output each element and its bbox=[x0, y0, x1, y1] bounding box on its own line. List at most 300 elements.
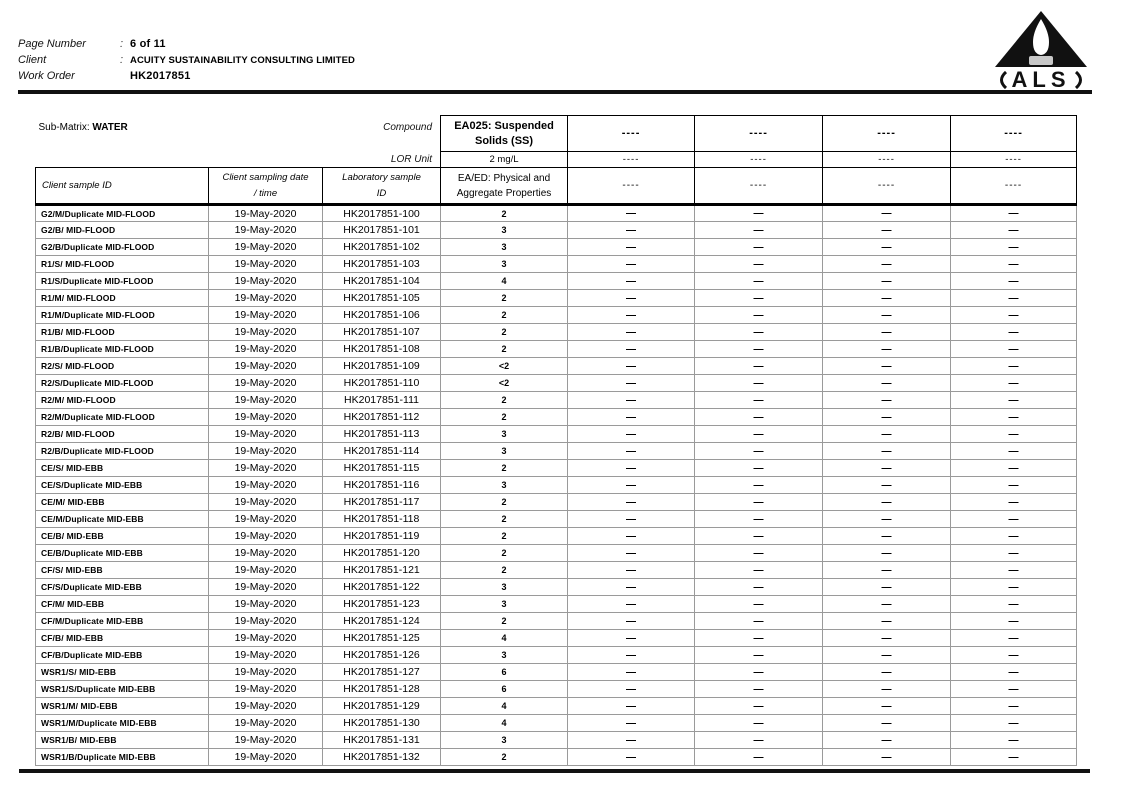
empty-result-cell: — bbox=[951, 324, 1077, 341]
work-order-label: Work Order bbox=[18, 70, 75, 82]
empty-result-cell: — bbox=[951, 477, 1077, 494]
result-value-cell: 3 bbox=[441, 443, 568, 460]
empty-result-cell: — bbox=[695, 647, 823, 664]
table-row bbox=[36, 715, 1077, 732]
sampling-date-cell: 19-May-2020 bbox=[209, 749, 323, 766]
empty-result-cell: — bbox=[695, 681, 823, 698]
empty-result-cell: — bbox=[695, 715, 823, 732]
empty-result-cell: — bbox=[695, 528, 823, 545]
empty-result-cell: — bbox=[695, 409, 823, 426]
lor-unit-label: LOR Unit bbox=[390, 153, 433, 165]
client-sample-id-cell: WSR1/B/Duplicate MID-EBB bbox=[36, 749, 209, 766]
result-value-cell: <2 bbox=[441, 358, 568, 375]
compound-header-row bbox=[36, 116, 1077, 152]
client-sample-id-cell: CE/B/ MID-EBB bbox=[36, 528, 209, 545]
result-value-cell: 3 bbox=[441, 579, 568, 596]
sampling-date-cell: 19-May-2020 bbox=[209, 664, 323, 681]
empty-result-cell: — bbox=[951, 358, 1077, 375]
sampling-date-cell: 19-May-2020 bbox=[209, 375, 323, 392]
empty-result-cell: — bbox=[568, 477, 695, 494]
result-value-cell: 2 bbox=[441, 545, 568, 562]
sampling-date-cell: 19-May-2020 bbox=[209, 358, 323, 375]
table-row bbox=[36, 409, 1077, 426]
empty-result-cell: — bbox=[823, 545, 951, 562]
result-value-cell: 3 bbox=[441, 732, 568, 749]
empty-result-cell: — bbox=[823, 375, 951, 392]
empty-result-cell: — bbox=[823, 511, 951, 528]
lab-sample-id-cell: HK2017851-130 bbox=[323, 715, 441, 732]
compound-name-cell: ---- bbox=[568, 116, 695, 152]
header-field-page-number bbox=[18, 38, 658, 50]
compound-name-cell: ---- bbox=[695, 116, 823, 152]
result-value-cell: 4 bbox=[441, 273, 568, 290]
table-row bbox=[36, 324, 1077, 341]
lab-sample-id-cell: HK2017851-129 bbox=[323, 698, 441, 715]
table-row bbox=[36, 596, 1077, 613]
result-value-cell: 2 bbox=[441, 511, 568, 528]
page-number-label: Page Number bbox=[18, 38, 86, 50]
sampling-date-cell: 19-May-2020 bbox=[209, 409, 323, 426]
result-value-cell: 3 bbox=[441, 647, 568, 664]
empty-result-cell: — bbox=[568, 562, 695, 579]
client-sample-id-cell: CF/M/ MID-EBB bbox=[36, 596, 209, 613]
empty-result-cell: — bbox=[823, 239, 951, 256]
als-logo-icon bbox=[988, 10, 1094, 90]
page-number-value: 6 of 11 bbox=[130, 38, 166, 50]
empty-result-cell: — bbox=[951, 647, 1077, 664]
table-row bbox=[36, 256, 1077, 273]
result-value-cell: 6 bbox=[441, 664, 568, 681]
client-sample-id-cell: CF/B/ MID-EBB bbox=[36, 630, 209, 647]
lab-sample-id-cell: HK2017851-101 bbox=[323, 222, 441, 239]
empty-result-cell: — bbox=[823, 732, 951, 749]
method-cell: ---- bbox=[695, 168, 823, 205]
empty-result-cell: — bbox=[951, 511, 1077, 528]
lor-unit-cell: ---- bbox=[568, 152, 695, 168]
lab-sample-id-cell: HK2017851-113 bbox=[323, 426, 441, 443]
empty-result-cell: — bbox=[568, 664, 695, 681]
empty-result-cell: — bbox=[568, 494, 695, 511]
sampling-date-cell: 19-May-2020 bbox=[209, 681, 323, 698]
result-value-cell: 2 bbox=[441, 613, 568, 630]
empty-result-cell: — bbox=[823, 596, 951, 613]
result-value-cell: <2 bbox=[441, 375, 568, 392]
result-value-cell: 2 bbox=[441, 409, 568, 426]
lab-sample-id-cell: HK2017851-109 bbox=[323, 358, 441, 375]
table-row bbox=[36, 426, 1077, 443]
table-row bbox=[36, 664, 1077, 681]
sampling-date-cell: 19-May-2020 bbox=[209, 545, 323, 562]
sampling-date-cell: 19-May-2020 bbox=[209, 477, 323, 494]
empty-result-cell: — bbox=[823, 664, 951, 681]
empty-result-cell: — bbox=[695, 749, 823, 766]
table-row bbox=[36, 579, 1077, 596]
sampling-date-header-line1: Client sampling date bbox=[222, 172, 309, 184]
empty-result-cell: — bbox=[568, 392, 695, 409]
lab-sample-id-cell: HK2017851-116 bbox=[323, 477, 441, 494]
empty-result-cell: — bbox=[695, 562, 823, 579]
empty-result-cell: — bbox=[568, 273, 695, 290]
result-value-cell: 2 bbox=[441, 749, 568, 766]
result-value-cell: 4 bbox=[441, 715, 568, 732]
footer-rule bbox=[19, 769, 1090, 773]
empty-result-cell: — bbox=[823, 426, 951, 443]
table-row bbox=[36, 273, 1077, 290]
table-row bbox=[36, 239, 1077, 256]
empty-result-cell: — bbox=[695, 460, 823, 477]
table-row bbox=[36, 443, 1077, 460]
sampling-date-cell: 19-May-2020 bbox=[209, 613, 323, 630]
table-row bbox=[36, 545, 1077, 562]
method-cell: EA/ED: Physical and Aggregate Properties bbox=[441, 168, 568, 205]
header-field-work-order bbox=[18, 70, 658, 82]
als-logo-text: ALS bbox=[1011, 67, 1071, 90]
compound-name-cell: ---- bbox=[951, 116, 1077, 152]
empty-result-cell: — bbox=[951, 205, 1077, 222]
empty-result-cell: — bbox=[695, 613, 823, 630]
lab-sample-id-cell: HK2017851-102 bbox=[323, 239, 441, 256]
result-value-cell: 6 bbox=[441, 681, 568, 698]
empty-result-cell: — bbox=[568, 681, 695, 698]
empty-result-cell: — bbox=[568, 409, 695, 426]
empty-result-cell: — bbox=[695, 256, 823, 273]
table-row bbox=[36, 392, 1077, 409]
empty-result-cell: — bbox=[568, 528, 695, 545]
client-sample-id-cell: R1/B/Duplicate MID-FLOOD bbox=[36, 341, 209, 358]
empty-result-cell: — bbox=[695, 545, 823, 562]
table-row bbox=[36, 477, 1077, 494]
table-row bbox=[36, 562, 1077, 579]
client-sample-id-cell: G2/B/ MID-FLOOD bbox=[36, 222, 209, 239]
empty-result-cell: — bbox=[823, 256, 951, 273]
empty-result-cell: — bbox=[568, 341, 695, 358]
empty-result-cell: — bbox=[951, 307, 1077, 324]
compound-name-cell: ---- bbox=[823, 116, 951, 152]
empty-result-cell: — bbox=[951, 341, 1077, 358]
empty-result-cell: — bbox=[823, 273, 951, 290]
client-sample-id-cell: CE/S/Duplicate MID-EBB bbox=[36, 477, 209, 494]
empty-result-cell: — bbox=[568, 358, 695, 375]
lor-unit-row bbox=[36, 152, 1077, 168]
lab-sample-id-cell: HK2017851-120 bbox=[323, 545, 441, 562]
method-cell: ---- bbox=[568, 168, 695, 205]
empty-result-cell: — bbox=[823, 460, 951, 477]
sampling-date-cell: 19-May-2020 bbox=[209, 562, 323, 579]
table-row bbox=[36, 307, 1077, 324]
lab-sample-id-cell: HK2017851-131 bbox=[323, 732, 441, 749]
table-row bbox=[36, 613, 1077, 630]
sampling-date-cell: 19-May-2020 bbox=[209, 511, 323, 528]
lab-sample-id-header-line2: ID bbox=[376, 187, 387, 199]
empty-result-cell: — bbox=[695, 375, 823, 392]
lab-sample-id-cell: HK2017851-117 bbox=[323, 494, 441, 511]
work-order-value: HK2017851 bbox=[130, 70, 191, 82]
sampling-date-cell: 19-May-2020 bbox=[209, 256, 323, 273]
empty-result-cell: — bbox=[951, 664, 1077, 681]
empty-result-cell: — bbox=[568, 205, 695, 222]
lab-sample-id-cell: HK2017851-111 bbox=[323, 392, 441, 409]
empty-result-cell: — bbox=[568, 511, 695, 528]
client-sample-id-header: Client sample ID bbox=[36, 168, 209, 205]
empty-result-cell: — bbox=[695, 579, 823, 596]
empty-result-cell: — bbox=[823, 562, 951, 579]
empty-result-cell: — bbox=[823, 205, 951, 222]
empty-result-cell: — bbox=[695, 732, 823, 749]
client-sample-id-cell: CE/M/Duplicate MID-EBB bbox=[36, 511, 209, 528]
results-table-wrap bbox=[35, 115, 1076, 766]
colon: : bbox=[120, 54, 124, 66]
empty-result-cell: — bbox=[695, 307, 823, 324]
client-sample-id-cell: R2/B/ MID-FLOOD bbox=[36, 426, 209, 443]
empty-result-cell: — bbox=[568, 307, 695, 324]
table-body bbox=[36, 205, 1077, 766]
result-value-cell: 2 bbox=[441, 290, 568, 307]
client-sample-id-cell: WSR1/S/ MID-EBB bbox=[36, 664, 209, 681]
client-sample-id-cell: G2/M/Duplicate MID-FLOOD bbox=[36, 205, 209, 222]
lab-sample-id-cell: HK2017851-106 bbox=[323, 307, 441, 324]
sampling-date-cell: 19-May-2020 bbox=[209, 579, 323, 596]
empty-result-cell: — bbox=[568, 443, 695, 460]
client-sample-id-cell: CE/M/ MID-EBB bbox=[36, 494, 209, 511]
empty-result-cell: — bbox=[568, 239, 695, 256]
result-value-cell: 2 bbox=[441, 528, 568, 545]
table-row bbox=[36, 647, 1077, 664]
client-sample-id-cell: WSR1/B/ MID-EBB bbox=[36, 732, 209, 749]
lab-sample-id-cell: HK2017851-110 bbox=[323, 375, 441, 392]
empty-result-cell: — bbox=[951, 562, 1077, 579]
lab-sample-id-cell: HK2017851-127 bbox=[323, 664, 441, 681]
empty-result-cell: — bbox=[568, 630, 695, 647]
empty-result-cell: — bbox=[823, 613, 951, 630]
empty-result-cell: — bbox=[823, 579, 951, 596]
lab-sample-id-cell: HK2017851-123 bbox=[323, 596, 441, 613]
client-sample-id-cell: CF/M/Duplicate MID-EBB bbox=[36, 613, 209, 630]
empty-result-cell: — bbox=[695, 596, 823, 613]
result-value-cell: 4 bbox=[441, 698, 568, 715]
lab-sample-id-header-line1: Laboratory sample bbox=[342, 172, 421, 184]
lab-sample-id-cell: HK2017851-108 bbox=[323, 341, 441, 358]
empty-result-cell: — bbox=[823, 324, 951, 341]
client-sample-id-cell: R2/S/Duplicate MID-FLOOD bbox=[36, 375, 209, 392]
empty-result-cell: — bbox=[823, 307, 951, 324]
empty-result-cell: — bbox=[951, 545, 1077, 562]
lab-sample-id-cell: HK2017851-115 bbox=[323, 460, 441, 477]
sub-matrix-label: Sub-Matrix: bbox=[38, 121, 90, 133]
empty-result-cell: — bbox=[823, 290, 951, 307]
table-row bbox=[36, 222, 1077, 239]
empty-result-cell: — bbox=[951, 596, 1077, 613]
lab-sample-id-cell: HK2017851-103 bbox=[323, 256, 441, 273]
empty-result-cell: — bbox=[568, 749, 695, 766]
sampling-date-cell: 19-May-2020 bbox=[209, 307, 323, 324]
client-sample-id-cell: R1/S/Duplicate MID-FLOOD bbox=[36, 273, 209, 290]
empty-result-cell: — bbox=[695, 239, 823, 256]
table-row bbox=[36, 511, 1077, 528]
empty-result-cell: — bbox=[951, 732, 1077, 749]
empty-result-cell: — bbox=[951, 426, 1077, 443]
empty-result-cell: — bbox=[823, 358, 951, 375]
empty-result-cell: — bbox=[823, 409, 951, 426]
empty-result-cell: — bbox=[568, 732, 695, 749]
empty-result-cell: — bbox=[823, 222, 951, 239]
lab-sample-id-cell: HK2017851-121 bbox=[323, 562, 441, 579]
empty-result-cell: — bbox=[695, 205, 823, 222]
result-value-cell: 2 bbox=[441, 392, 568, 409]
results-table bbox=[35, 115, 1077, 766]
empty-result-cell: — bbox=[568, 460, 695, 477]
client-sample-id-cell: CE/S/ MID-EBB bbox=[36, 460, 209, 477]
result-value-cell: 3 bbox=[441, 477, 568, 494]
sampling-date-header-line2: / time bbox=[253, 187, 278, 199]
header-rule bbox=[18, 90, 1092, 94]
lab-sample-id-cell: HK2017851-126 bbox=[323, 647, 441, 664]
sampling-date-cell: 19-May-2020 bbox=[209, 392, 323, 409]
lor-unit-cell: ---- bbox=[823, 152, 951, 168]
empty-result-cell: — bbox=[568, 647, 695, 664]
table-row bbox=[36, 341, 1077, 358]
client-sample-id-cell: G2/B/Duplicate MID-FLOOD bbox=[36, 239, 209, 256]
empty-result-cell: — bbox=[951, 375, 1077, 392]
lab-sample-id-cell: HK2017851-119 bbox=[323, 528, 441, 545]
lor-unit-cell: ---- bbox=[695, 152, 823, 168]
client-sample-id-cell: CF/B/Duplicate MID-EBB bbox=[36, 647, 209, 664]
header-field-client bbox=[18, 54, 658, 66]
empty-result-cell: — bbox=[695, 494, 823, 511]
client-sample-id-cell: R1/M/ MID-FLOOD bbox=[36, 290, 209, 307]
table-row bbox=[36, 375, 1077, 392]
empty-result-cell: — bbox=[695, 443, 823, 460]
empty-result-cell: — bbox=[951, 630, 1077, 647]
table-row bbox=[36, 749, 1077, 766]
empty-result-cell: — bbox=[568, 545, 695, 562]
lab-sample-id-cell: HK2017851-104 bbox=[323, 273, 441, 290]
table-row bbox=[36, 460, 1077, 477]
lab-sample-id-cell: HK2017851-112 bbox=[323, 409, 441, 426]
lab-sample-id-cell: HK2017851-107 bbox=[323, 324, 441, 341]
empty-result-cell: — bbox=[568, 375, 695, 392]
sampling-date-cell: 19-May-2020 bbox=[209, 647, 323, 664]
table-row bbox=[36, 698, 1077, 715]
lab-sample-id-cell: HK2017851-122 bbox=[323, 579, 441, 596]
empty-result-cell: — bbox=[823, 681, 951, 698]
empty-result-cell: — bbox=[951, 749, 1077, 766]
empty-result-cell: — bbox=[823, 477, 951, 494]
lab-sample-id-cell: HK2017851-128 bbox=[323, 681, 441, 698]
empty-result-cell: — bbox=[568, 715, 695, 732]
result-value-cell: 3 bbox=[441, 256, 568, 273]
table-row bbox=[36, 528, 1077, 545]
result-value-cell: 4 bbox=[441, 630, 568, 647]
empty-result-cell: — bbox=[695, 273, 823, 290]
sampling-date-cell: 19-May-2020 bbox=[209, 426, 323, 443]
client-sample-id-cell: R2/M/Duplicate MID-FLOOD bbox=[36, 409, 209, 426]
sampling-date-cell: 19-May-2020 bbox=[209, 528, 323, 545]
client-sample-id-cell: CF/S/Duplicate MID-EBB bbox=[36, 579, 209, 596]
sampling-date-cell: 19-May-2020 bbox=[209, 630, 323, 647]
empty-result-cell: — bbox=[951, 494, 1077, 511]
empty-result-cell: — bbox=[695, 222, 823, 239]
client-sample-id-cell: R2/B/Duplicate MID-FLOOD bbox=[36, 443, 209, 460]
empty-result-cell: — bbox=[951, 222, 1077, 239]
empty-result-cell: — bbox=[823, 715, 951, 732]
page-header bbox=[18, 38, 658, 86]
empty-result-cell: — bbox=[951, 239, 1077, 256]
table-row bbox=[36, 494, 1077, 511]
empty-result-cell: — bbox=[951, 443, 1077, 460]
empty-result-cell: — bbox=[951, 409, 1077, 426]
empty-result-cell: — bbox=[695, 630, 823, 647]
sampling-date-cell: 19-May-2020 bbox=[209, 460, 323, 477]
compound-name-cell: EA025: Suspended Solids (SS) bbox=[441, 116, 568, 152]
result-value-cell: 2 bbox=[441, 341, 568, 358]
empty-result-cell: — bbox=[568, 698, 695, 715]
empty-result-cell: — bbox=[568, 256, 695, 273]
result-value-cell: 2 bbox=[441, 324, 568, 341]
empty-result-cell: — bbox=[951, 613, 1077, 630]
empty-result-cell: — bbox=[695, 664, 823, 681]
empty-result-cell: — bbox=[951, 579, 1077, 596]
empty-result-cell: — bbox=[568, 324, 695, 341]
sampling-date-cell: 19-May-2020 bbox=[209, 715, 323, 732]
compound-label: Compound bbox=[383, 121, 433, 133]
empty-result-cell: — bbox=[951, 715, 1077, 732]
empty-result-cell: — bbox=[568, 613, 695, 630]
sub-matrix-value: WATER bbox=[92, 121, 128, 133]
client-sample-id-cell: CE/B/Duplicate MID-EBB bbox=[36, 545, 209, 562]
lor-unit-cell: 2 mg/L bbox=[441, 152, 568, 168]
sampling-date-cell: 19-May-2020 bbox=[209, 732, 323, 749]
lab-sample-id-header bbox=[323, 168, 441, 205]
result-value-cell: 3 bbox=[441, 426, 568, 443]
client-sample-id-cell: R1/S/ MID-FLOOD bbox=[36, 256, 209, 273]
sub-matrix bbox=[39, 122, 128, 133]
empty-result-cell: — bbox=[823, 341, 951, 358]
empty-result-cell: — bbox=[695, 324, 823, 341]
table-row bbox=[36, 630, 1077, 647]
client-sample-id-cell: CF/S/ MID-EBB bbox=[36, 562, 209, 579]
empty-result-cell: — bbox=[823, 443, 951, 460]
empty-result-cell: — bbox=[568, 222, 695, 239]
empty-result-cell: — bbox=[568, 290, 695, 307]
result-value-cell: 2 bbox=[441, 460, 568, 477]
table-row bbox=[36, 732, 1077, 749]
lab-sample-id-cell: HK2017851-125 bbox=[323, 630, 441, 647]
lab-sample-id-cell: HK2017851-132 bbox=[323, 749, 441, 766]
empty-result-cell: — bbox=[823, 494, 951, 511]
empty-result-cell: — bbox=[951, 256, 1077, 273]
result-value-cell: 2 bbox=[441, 494, 568, 511]
sampling-date-cell: 19-May-2020 bbox=[209, 290, 323, 307]
empty-result-cell: — bbox=[951, 273, 1077, 290]
empty-result-cell: — bbox=[695, 511, 823, 528]
result-value-cell: 2 bbox=[441, 562, 568, 579]
empty-result-cell: — bbox=[823, 630, 951, 647]
empty-result-cell: — bbox=[951, 528, 1077, 545]
sampling-date-cell: 19-May-2020 bbox=[209, 205, 323, 222]
sampling-date-cell: 19-May-2020 bbox=[209, 222, 323, 239]
result-value-cell: 3 bbox=[441, 239, 568, 256]
client-sample-id-cell: WSR1/M/Duplicate MID-EBB bbox=[36, 715, 209, 732]
sampling-date-cell: 19-May-2020 bbox=[209, 239, 323, 256]
lab-sample-id-cell: HK2017851-100 bbox=[323, 205, 441, 222]
client-label: Client bbox=[18, 54, 47, 66]
empty-result-cell: — bbox=[823, 698, 951, 715]
empty-result-cell: — bbox=[951, 392, 1077, 409]
sampling-date-cell: 19-May-2020 bbox=[209, 494, 323, 511]
empty-result-cell: — bbox=[823, 647, 951, 664]
lab-sample-id-cell: HK2017851-118 bbox=[323, 511, 441, 528]
table-row bbox=[36, 205, 1077, 222]
